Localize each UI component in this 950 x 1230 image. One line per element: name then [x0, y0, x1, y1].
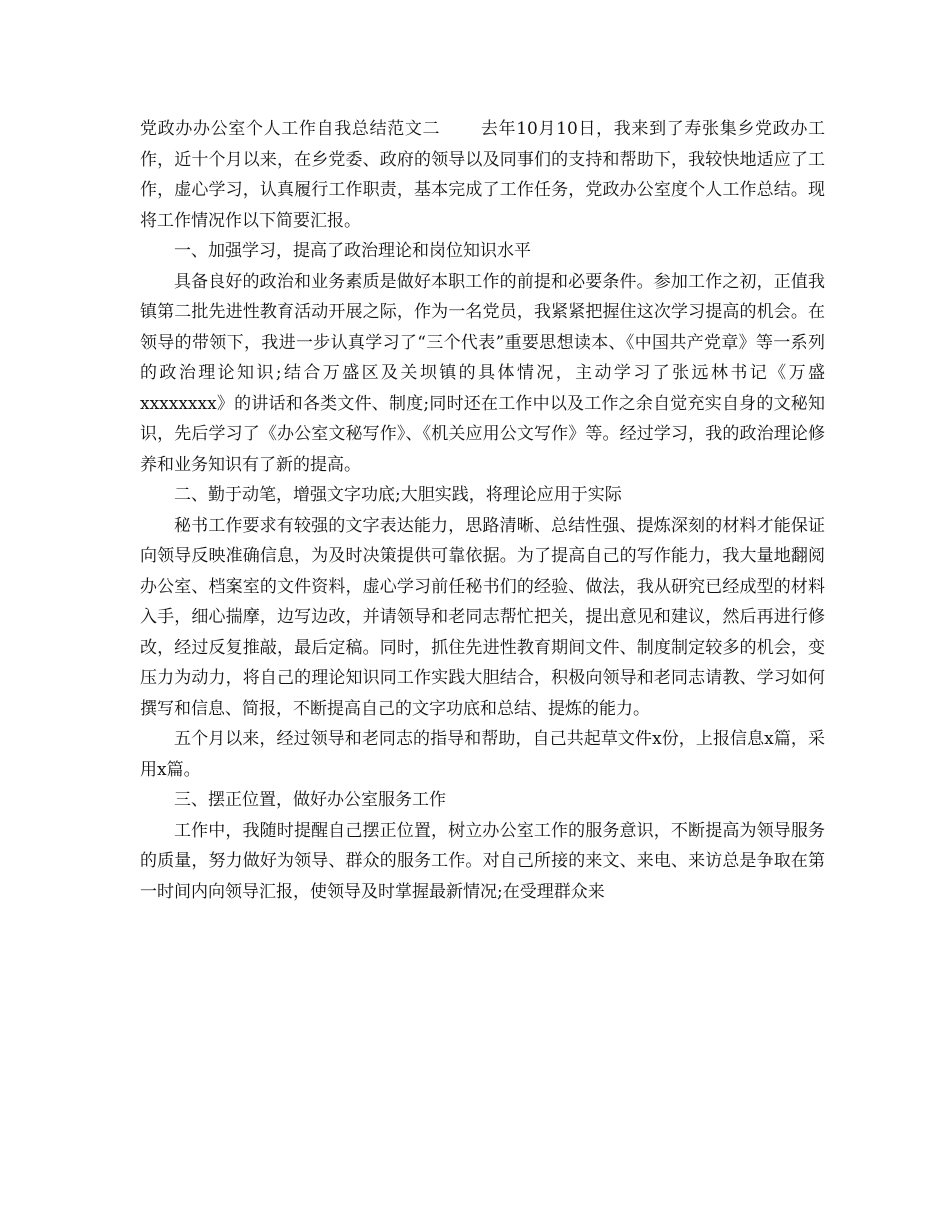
paragraph-3: 秘书工作要求有较强的文字表达能力，思路清晰、总结性强、提炼深刻的材料才能保证向领导反映准确信息，为及时决策提供可靠依据。为了提高自己的写作能力，我大量地翻阅办公室、档案室的文件资料，虚心学习前任秘书们的经验、做法，我从研究已经成型的材料入手，细心揣摩，边写边改，并请领导和老同志帮忙把关，提出意见和建议，然后再进行修改，经过反复推敲，最后定稿。同时，抓住先进性教育期间文件、制度制定较多的机会，变压力为动力，将自己的理论知识同工作实践大胆结合，积极向领导和老同志请教、学习如何撰写和信息、简报，不断提高自己的文字功底和总结、提炼的能力。: [140, 515, 825, 719]
paragraph-4: 五个月以来，经过领导和老同志的指导和帮助，自己共起草文件x份，上报信息x篇，采用x篇。: [140, 729, 825, 780]
section-heading-2: 二、勤于动笔，增强文字功底;大胆实践，将理论应用于实际: [174, 485, 622, 505]
paragraph-2: 具备良好的政治和业务素质是做好本职工作的前提和必要条件。参加工作之初，正值我镇第二批先进性教育活动开展之际，作为一名党员，我紧紧把握住这次学习提高的机会。在领导的带领下，我进一步认真学习了“三个代表”重要思想读本、《中国共产党章》等一系列的政治理论知识;结合万盛区及关坝镇的具体情况，主动学习了张远林书记《万盛xxxxxxxx》的讲话和各类文件、制度;同时还在工作中以及工作之余自觉充实自身的文秘知识，先后学习了《办公室文秘写作》、《机关应用公文写作》等。经过学习，我的政治理论修养和业务知识有了新的提高。: [140, 271, 825, 475]
paragraph-5: 工作中，我随时提醒自己摆正位置，树立办公室工作的服务意识，不断提高为领导服务的质量，努力做好为领导、群众的服务工作。对自己所接的来文、来电、来访总是争取在第一时间内向领导汇报，使领导及时掌握最新情况;在受理群众来: [140, 820, 825, 902]
paragraph-1: 去年10月10日，我来到了寿张集乡党政办工作，近十个月以来，在乡党委、政府的领导以及同事们的支持和帮助下，我较快地适应了工作，虚心学习，认真履行工作职责，基本完成了工作任务，党政办公室度个人工作总结。现将工作情况作以下简要汇报。: [140, 119, 826, 231]
document-page: [140, 114, 825, 907]
section-heading-1: 一、加强学习，提高了政治理论和岗位知识水平: [174, 241, 531, 261]
section-heading-3: 三、摆正位置，做好办公室服务工作: [174, 790, 446, 810]
opening-paragraph: [140, 114, 825, 236]
document-title: 党政办办公室个人工作自我总结范文二: [140, 119, 441, 139]
